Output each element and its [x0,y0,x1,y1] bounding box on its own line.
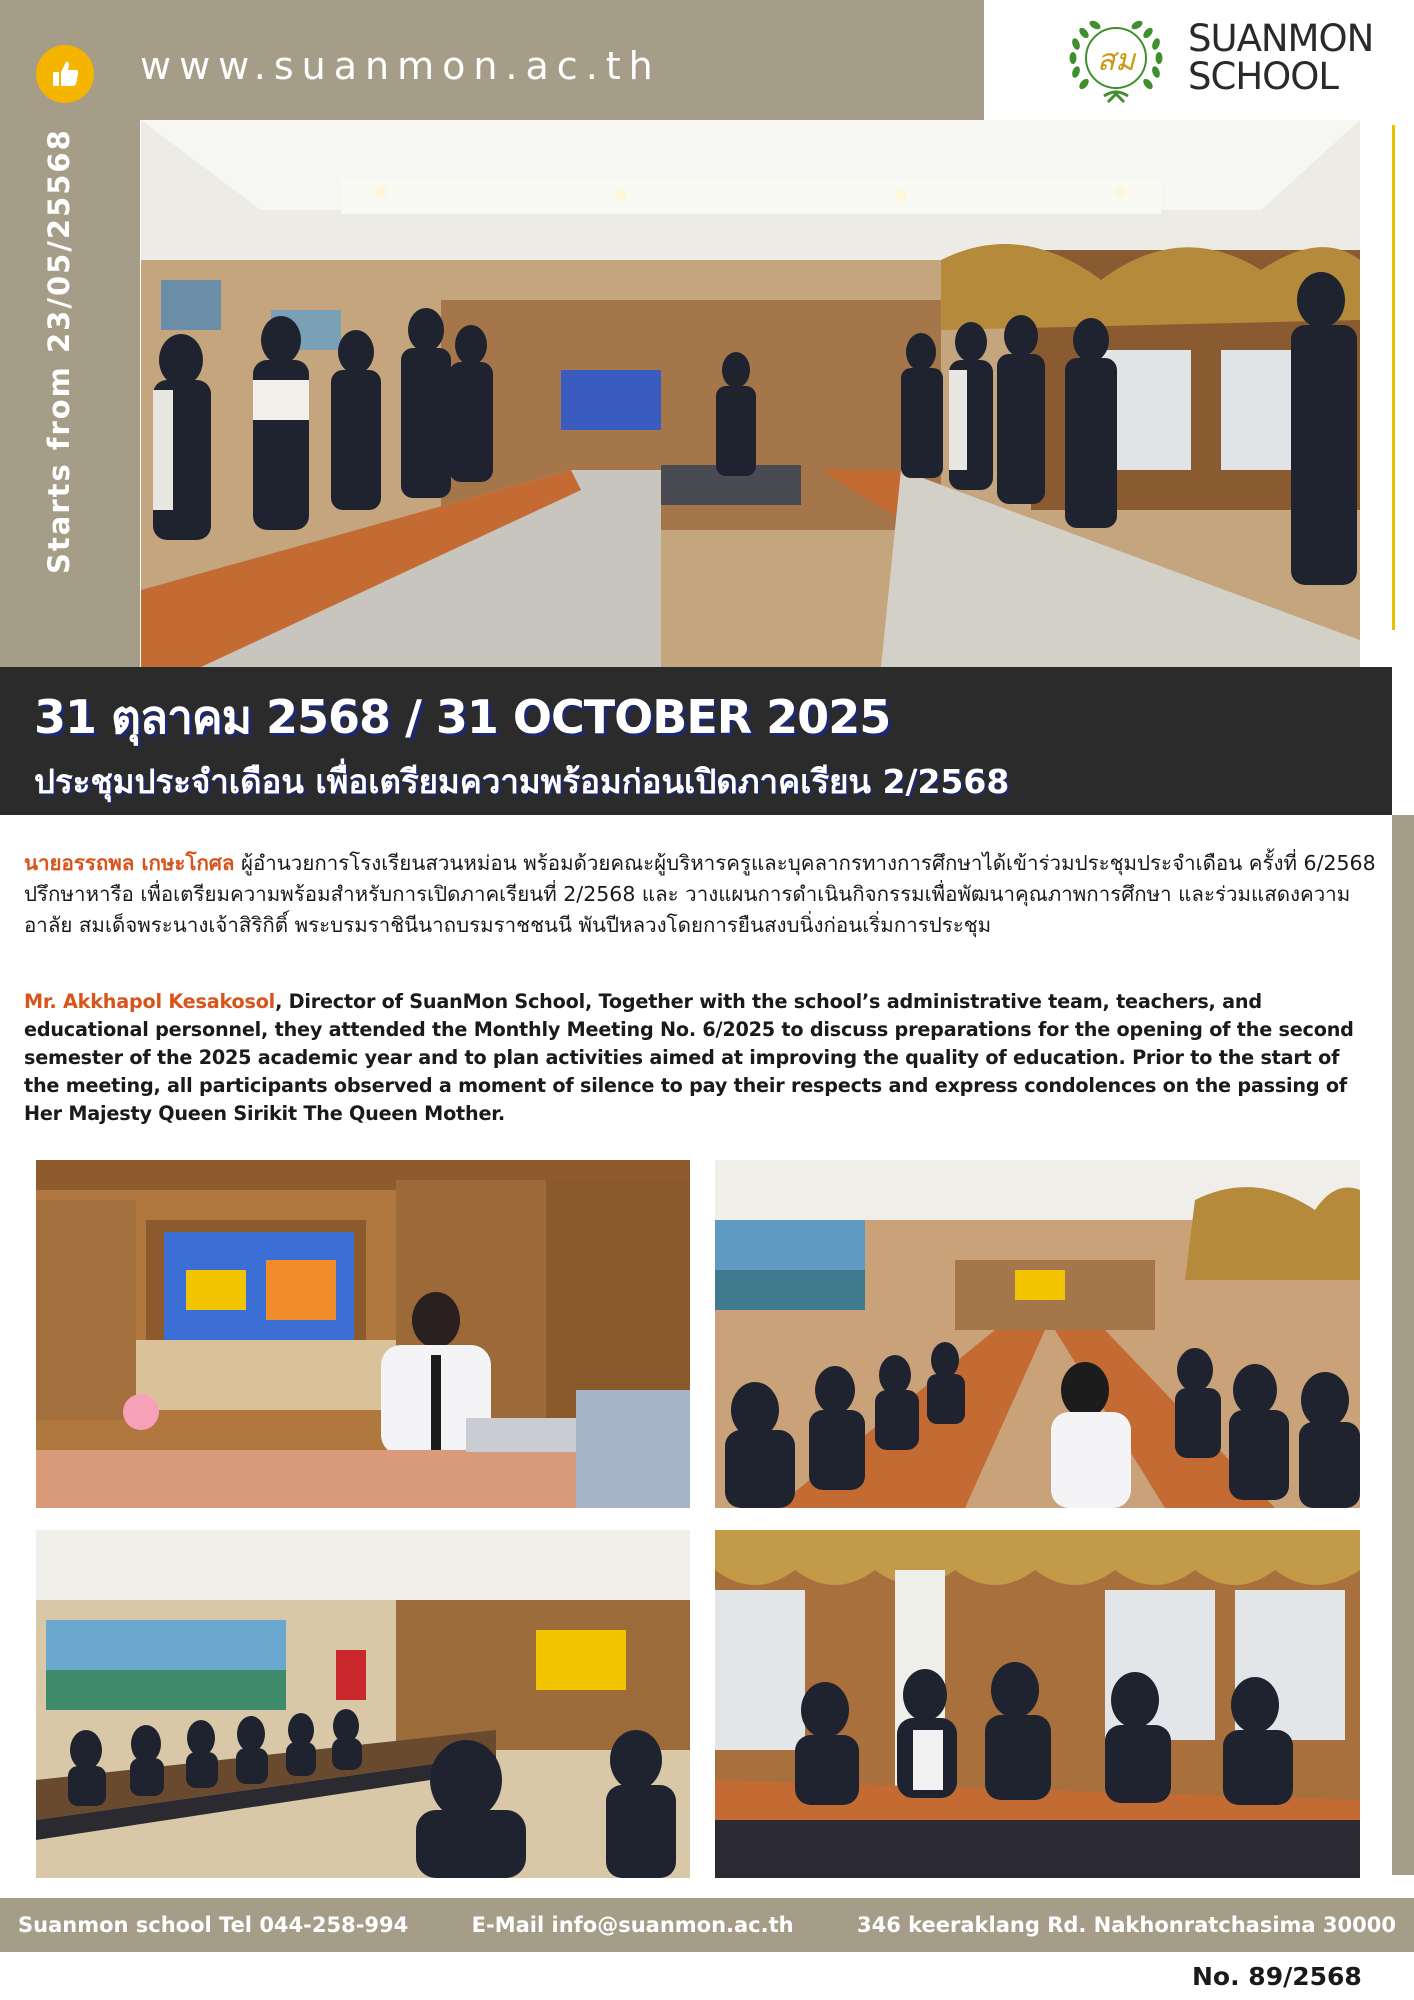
director-at-desk-photo [36,1160,690,1508]
main-meeting-photo [141,120,1360,667]
footer-address: 346 keeraklang Rd. Nakhonratchasima 30000 [857,1913,1396,1937]
footer-phone: Suanmon school Tel 044-258-994 [18,1913,409,1937]
meeting-room-seated-photo [715,1160,1360,1508]
english-director-name: Mr. Akkhapol Kesakosol [24,990,276,1013]
event-title: ประชุมประจำเดือน เพื่อเตรียมความพร้อมก่อนเปิดภาคเรียน 2/2568 [34,762,1010,801]
thumbs-up-icon [36,45,94,103]
thai-director-name: นายอรรถพล เกษะโกศล [24,851,235,875]
meeting-room-wide-photo [36,1530,690,1878]
website-url: www.suanmon.ac.th [140,44,661,88]
right-strip [1360,120,1414,667]
thai-paragraph [24,848,1380,941]
school-brand-name: SUANMON SCHOOL [1188,17,1374,98]
issue-number: No. 89/2568 [1192,1962,1362,1991]
title-band [0,667,1392,815]
footer-email: E-Mail info@suanmon.ac.th [471,1913,794,1937]
right-rule [1392,125,1395,630]
start-date-text: Starts from 23/05/25568 [42,128,76,574]
english-body-text: , Director of SuanMon School, Together with the school’s administrative team, teachers, and educational personnel, they attended the Monthly Meeting No. 6/2025 to discuss preparations for the opening of the second semester of the 2025 academic year and to plan activities aimed at improving the quality of education. Prior to the start of the meeting, all participants observed a moment of silence to pay their respects and express condolences on the passing of Her Majesty Queen Sirikit The Queen Mother. [24,990,1354,1125]
date-title: 31 ตุลาคม 2568 / 31 OCTOBER 2025 [34,690,891,744]
footer-band [0,1898,1414,1952]
thai-body-text: ผู้อำนวยการโรงเรียนสวนหม่อน พร้อมด้วยคณะผู้บริหารครูและบุคลากรทางการศึกษาได้เข้าร่วมประชุมประจำเดือน ครั้งที่ 6/2568 ปรึกษาหารือ เพื่อเตรียมความพร้อมสำหรับการเปิดภาคเรียนที่ 2/2568 และ วางแผนการดำเนินกิจกรรมเพื่อพัฒนาคุณภาพการศึกษา และร่วมแสดงความอาลัย สมเด็จพระนางเจ้าสิริกิติ์ พระบรมราชินีนาถบรมราชชนนี พันปีหลวงโดยการยืนสงบนิ่งก่อนเริ่มการประชุม [24,851,1376,937]
svg-text:สม: สม [1096,43,1136,78]
school-seal-icon [1064,14,1168,110]
body-right-strip [1392,815,1414,1875]
english-paragraph [24,988,1380,1128]
participants-discussion-photo [715,1530,1360,1878]
